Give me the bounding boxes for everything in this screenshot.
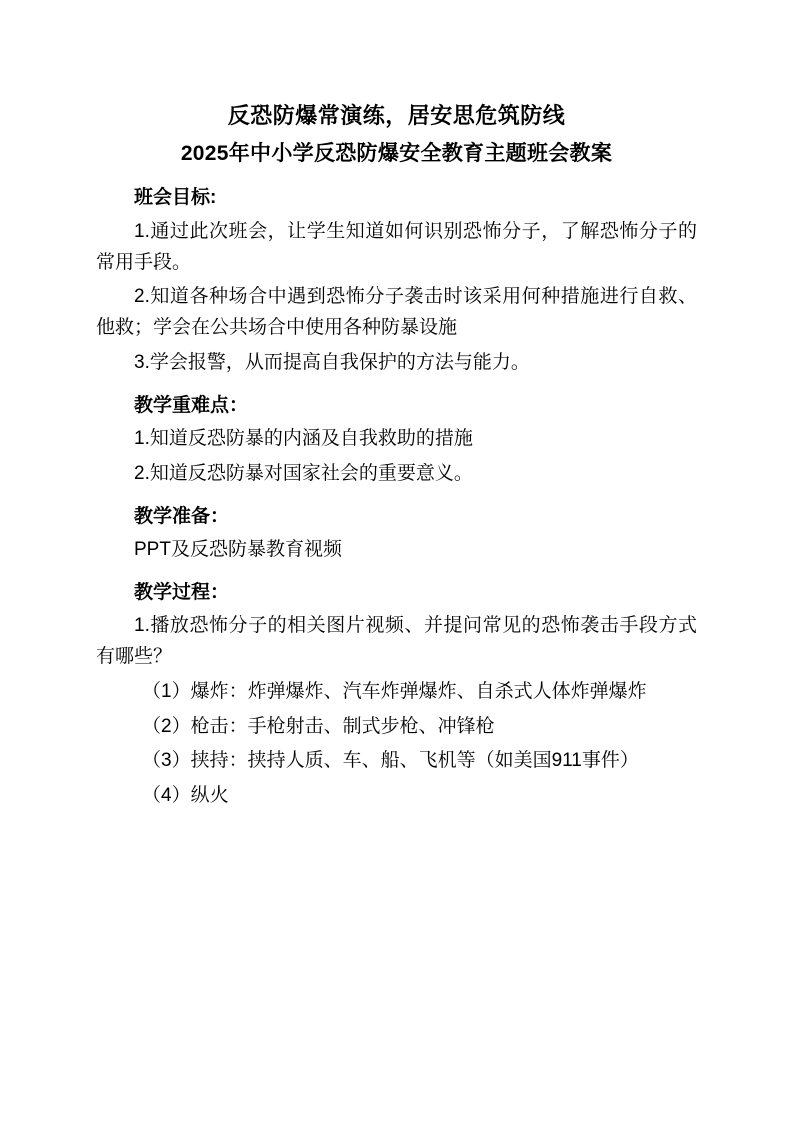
document-body bbox=[96, 183, 697, 811]
section-heading: 教学准备： bbox=[134, 505, 230, 527]
body-paragraph-sub: （4）纵火 bbox=[142, 785, 229, 807]
body-paragraph: 1.通过此次班会，让学生知道如何识别恐怖分子，了解恐怖分子的常用手段。 bbox=[96, 220, 697, 273]
body-paragraph: 2.知道反恐防暴对国家社会的重要意义。 bbox=[134, 462, 473, 484]
body-paragraph: 1.播放恐怖分子的相关图片视频、并提问常见的恐怖袭击手段方式有哪些？ bbox=[96, 615, 697, 668]
body-paragraph: 3.学会报警，从而提高自我保护的方法与能力。 bbox=[134, 351, 530, 373]
page-subtitle: 2025年中小学反恐防爆安全教育主题班会教案 bbox=[180, 141, 613, 165]
body-paragraph: 2.知道各种场合中遇到恐怖分子袭击时该采用何种措施进行自救、他救；学会在公共场合中使用各种防暴设施 bbox=[96, 286, 697, 339]
body-paragraph-sub: （3）挟持：挟持人质、车、船、飞机等（如美国911事件） bbox=[142, 750, 639, 772]
body-paragraph: 1.知道反恐防暴的内涵及自我救助的措施 bbox=[134, 428, 473, 450]
body-paragraph-sub: （1）爆炸：炸弹爆炸、汽车炸弹爆炸、自杀式人体炸弹爆炸 bbox=[142, 680, 647, 702]
section-heading: 教学过程： bbox=[134, 581, 230, 603]
body-paragraph-sub: （2）枪击：手枪射击、制式步枪、冲锋枪 bbox=[142, 715, 495, 737]
body-paragraph: PPT及反恐防暴教育视频 bbox=[134, 539, 342, 561]
section-heading: 教学重难点： bbox=[134, 394, 249, 416]
page-title: 反恐防爆常演练，居安思危筑防线 bbox=[227, 103, 566, 128]
section-heading: 班会目标: bbox=[134, 187, 217, 209]
